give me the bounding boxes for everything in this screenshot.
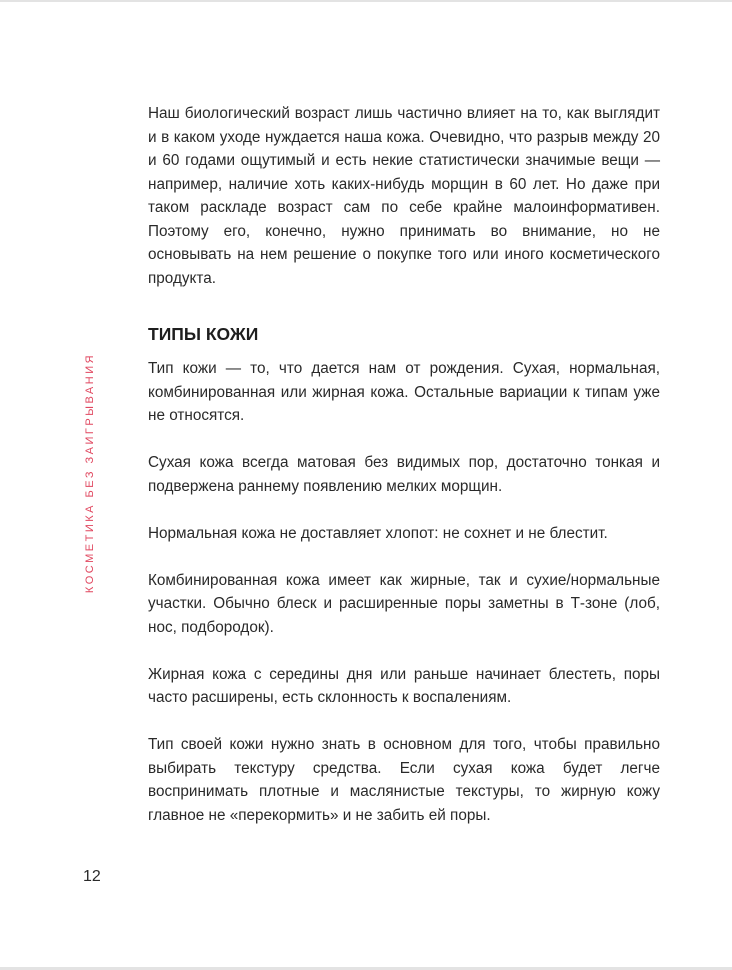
intro-paragraph: Наш биологический возраст лишь частично влияет на то, как выглядит и в каком уходе нуждается наша кожа. Очевидно, что разрыв между 20 и 60 годами ощутимый и есть некие статистически значимые вещи — например, наличие хоть каких-нибудь морщин в 60 лет. Но даже при таком раскладе возраст сам по себе крайне малоинформативен. Поэтому его, конечно, нужно принимать во внимание, но не основывать на нем решение о покупке того или иного косметического продукта. bbox=[148, 105, 660, 287]
running-title: КОСМЕТИКА БЕЗ ЗАИГРЫВАНИЯ bbox=[84, 352, 96, 594]
paragraph-skin-type-definition: Тип кожи — то, что дается нам от рождения. Сухая, нормальная, комбинированная или жирная кожа. Остальные вариации к типам уже не относятся. bbox=[148, 360, 660, 424]
paragraph-combination-skin: Комбинированная кожа имеет как жирные, так и сухие/нормальные участки. Обычно блеск и расширенные поры заметны в Т-зоне (лоб, нос, подбородок). bbox=[148, 571, 660, 636]
section-heading: ТИПЫ КОЖИ bbox=[148, 324, 259, 344]
page-content bbox=[148, 102, 660, 851]
paragraph-why-know-skin-type: Тип своей кожи нужно знать в основном для того, чтобы правильно выбирать текстуру средства. Если сухая кожа будет легче воспринимать плотные и маслянистые текстуры, то жирную кожу главное не «перекормить» и не забить ей поры. bbox=[148, 736, 660, 824]
page-number: 12 bbox=[83, 868, 101, 885]
paragraph-dry-skin: Сухая кожа всегда матовая без видимых пор, достаточно тонкая и подвержена раннему появлению мелких морщин. bbox=[148, 454, 660, 495]
page-top-border bbox=[0, 0, 732, 2]
paragraph-normal-skin: Нормальная кожа не доставляет хлопот: не сохнет и не блестит. bbox=[148, 524, 608, 542]
paragraph-oily-skin: Жирная кожа с середины дня или раньше начинает блестеть, поры часто расширены, есть склонность к воспалениям. bbox=[148, 665, 660, 706]
